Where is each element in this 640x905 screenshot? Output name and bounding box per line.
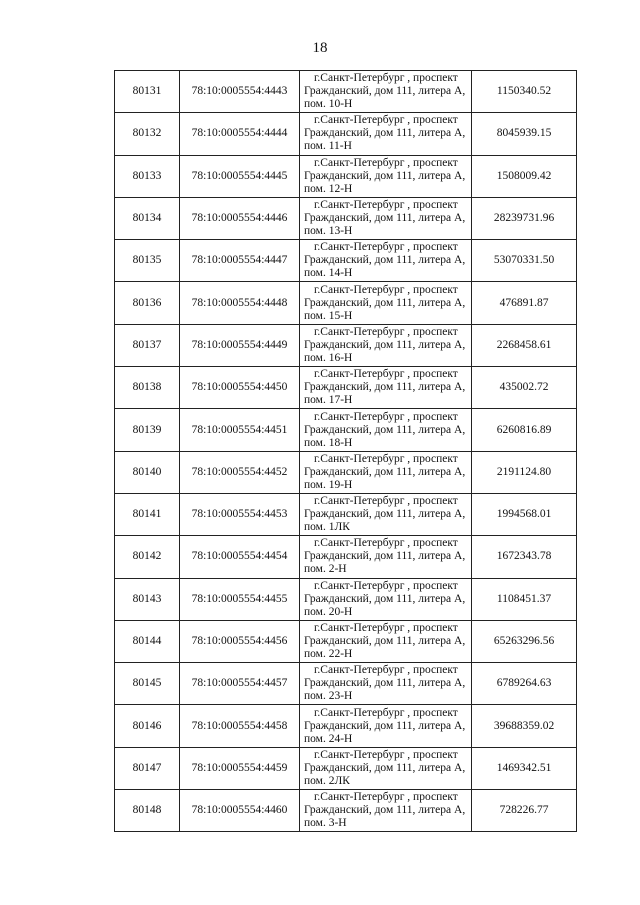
table-row [115,409,577,451]
cadastral-number-cell: 78:10:0005554:4447 [180,240,300,282]
address-line: пом. 13-Н [304,225,353,238]
address-line: пом. 2ЛК [304,774,350,787]
address-text [300,241,471,280]
row-number-cell: 80143 [115,578,180,620]
address-line: Гражданский, дом 111, литера А, [304,212,466,225]
address-cell [300,578,472,620]
address-line: г.Санкт-Петербург , проспект [314,410,458,423]
cadastral-number-cell: 78:10:0005554:4452 [180,451,300,493]
cadastral-value-cell: 1994568.01 [472,493,577,535]
address-text [300,157,471,196]
row-number-cell: 80134 [115,197,180,239]
cadastral-number-cell: 78:10:0005554:4457 [180,663,300,705]
cadastral-number-cell: 78:10:0005554:4460 [180,790,300,832]
address-line: пом. 14-Н [304,267,353,280]
cadastral-value-cell: 1508009.42 [472,155,577,197]
address-line: г.Санкт-Петербург , проспект [314,452,458,465]
address-line: пом. 17-Н [304,394,353,407]
address-line: пом. 19-Н [304,478,353,491]
table-row [115,536,577,578]
address-cell [300,747,472,789]
cadastral-value-cell: 8045939.15 [472,113,577,155]
address-line: пом. 18-Н [304,436,353,449]
address-line: г.Санкт-Петербург , проспект [314,748,458,761]
table-row [115,155,577,197]
address-line: г.Санкт-Петербург , проспект [314,72,458,85]
table-row [115,324,577,366]
cadastral-number-cell: 78:10:0005554:4446 [180,197,300,239]
address-text [300,791,471,830]
address-line: Гражданский, дом 111, литера А, [304,127,466,140]
cadastral-number-cell: 78:10:0005554:4450 [180,367,300,409]
address-text [300,664,471,703]
address-cell [300,367,472,409]
address-cell [300,409,472,451]
address-cell [300,451,472,493]
address-text [300,326,471,365]
address-line: Гражданский, дом 111, литера А, [304,508,466,521]
address-line: г.Санкт-Петербург , проспект [314,325,458,338]
row-number-cell: 80147 [115,747,180,789]
address-line: Гражданский, дом 111, литера А, [304,465,466,478]
row-number-cell: 80144 [115,620,180,662]
address-cell [300,155,472,197]
address-cell [300,536,472,578]
address-line: г.Санкт-Петербург , проспект [314,495,458,508]
address-cell [300,71,472,113]
address-line: пом. 3-Н [304,817,347,830]
row-number-cell: 80140 [115,451,180,493]
address-line: пом. 24-Н [304,732,353,745]
row-number-cell: 80136 [115,282,180,324]
address-line: г.Санкт-Петербург , проспект [314,706,458,719]
address-line: Гражданский, дом 111, литера А, [304,719,466,732]
cadastral-number-cell: 78:10:0005554:4455 [180,578,300,620]
address-line: пом. 2-Н [304,563,347,576]
cadastral-value-cell: 2191124.80 [472,451,577,493]
address-text [300,199,471,238]
address-line: пом. 22-Н [304,648,353,660]
address-cell [300,324,472,366]
address-cell [300,240,472,282]
row-number-cell: 80138 [115,367,180,409]
table-row [115,240,577,282]
address-text [300,537,471,576]
cadastral-number-cell: 78:10:0005554:4448 [180,282,300,324]
table-row [115,705,577,747]
address-line: пом. 15-Н [304,309,353,322]
cadastral-number-cell: 78:10:0005554:4459 [180,747,300,789]
address-text [300,707,471,746]
address-cell [300,705,472,747]
row-number-cell: 80148 [115,790,180,832]
cadastral-value-cell: 65263296.56 [472,620,577,662]
address-line: г.Санкт-Петербург , проспект [314,622,458,634]
address-line: Гражданский, дом 111, литера А, [304,169,466,182]
address-line: Гражданский, дом 111, литера А, [304,296,466,309]
address-line: пом. 11-Н [304,140,352,153]
cadastral-number-cell: 78:10:0005554:4453 [180,493,300,535]
address-text [300,580,471,619]
cadastral-number-cell: 78:10:0005554:4443 [180,71,300,113]
cadastral-number-cell: 78:10:0005554:4458 [180,705,300,747]
address-line: пом. 10-Н [304,98,353,111]
table-row [115,197,577,239]
address-text [300,749,471,788]
address-line: г.Санкт-Петербург , проспект [314,241,458,254]
address-line: Гражданский, дом 111, литера А, [304,677,466,690]
address-cell [300,663,472,705]
address-line: г.Санкт-Петербург , проспект [314,791,458,804]
table-row [115,790,577,832]
row-number-cell: 80131 [115,71,180,113]
address-cell [300,620,472,662]
address-line: Гражданский, дом 111, литера А, [304,423,466,436]
address-line: г.Санкт-Петербург , проспект [314,664,458,677]
cadastral-value-cell: 435002.72 [472,367,577,409]
address-line: пом. 16-Н [304,351,353,364]
table-row [115,367,577,409]
row-number-cell: 80139 [115,409,180,451]
row-number-cell: 80137 [115,324,180,366]
address-line: г.Санкт-Петербург , проспект [314,114,458,127]
address-line: г.Санкт-Петербург , проспект [314,199,458,212]
address-line: Гражданский, дом 111, литера А, [304,85,466,98]
address-text [300,622,471,661]
address-line: Гражданский, дом 111, литера А, [304,381,466,394]
address-line: Гражданский, дом 111, литера А, [304,592,466,605]
address-text [300,368,471,407]
row-number-cell: 80146 [115,705,180,747]
address-line: пом. 23-Н [304,690,353,703]
table-row [115,578,577,620]
address-text [300,284,471,323]
cadastral-value-cell: 6789264.63 [472,663,577,705]
cadastral-number-cell: 78:10:0005554:4451 [180,409,300,451]
cadastral-number-cell: 78:10:0005554:4454 [180,536,300,578]
row-number-cell: 80141 [115,493,180,535]
page-number: 18 [312,40,328,56]
table-row [115,71,577,113]
address-line: г.Санкт-Петербург , проспект [314,537,458,550]
row-number-cell: 80132 [115,113,180,155]
cadastral-value-cell: 1150340.52 [472,71,577,113]
cadastral-value-cell: 1672343.78 [472,536,577,578]
address-text [300,72,471,111]
address-cell [300,197,472,239]
address-line: г.Санкт-Петербург , проспект [314,579,458,592]
address-line: пом. 1ЛК [304,521,350,534]
address-cell [300,113,472,155]
table-body [115,71,577,832]
row-number-cell: 80135 [115,240,180,282]
address-line: г.Санкт-Петербург , проспект [314,368,458,381]
cadastral-value-cell: 2268458.61 [472,324,577,366]
row-number-cell: 80133 [115,155,180,197]
cadastral-value-cell: 39688359.02 [472,705,577,747]
cadastral-number-cell: 78:10:0005554:4445 [180,155,300,197]
cadastral-value-cell: 28239731.96 [472,197,577,239]
address-line: г.Санкт-Петербург , проспект [314,283,458,296]
address-line: Гражданский, дом 111, литера А, [304,761,466,774]
table-row [115,451,577,493]
address-text [300,114,471,153]
cadastral-number-cell: 78:10:0005554:4449 [180,324,300,366]
row-number-cell: 80145 [115,663,180,705]
address-line: Гражданский, дом 111, литера А, [304,635,466,647]
address-line: Гражданский, дом 111, литера А, [304,550,466,563]
cadastral-value-cell: 1469342.51 [472,747,577,789]
address-line: пом. 12-Н [304,182,353,195]
property-table [114,70,577,832]
address-cell [300,790,472,832]
address-line: г.Санкт-Петербург , проспект [314,156,458,169]
cadastral-value-cell: 476891.87 [472,282,577,324]
cadastral-value-cell: 728226.77 [472,790,577,832]
address-text [300,411,471,450]
address-line: Гражданский, дом 111, литера А, [304,804,466,817]
table-row [115,663,577,705]
address-text [300,495,471,534]
address-text [300,453,471,492]
cadastral-value-cell: 53070331.50 [472,240,577,282]
table-row [115,620,577,662]
table-row [115,113,577,155]
cadastral-number-cell: 78:10:0005554:4444 [180,113,300,155]
table-row [115,747,577,789]
table-row [115,493,577,535]
address-line: пом. 20-Н [304,605,353,618]
cadastral-value-cell: 6260816.89 [472,409,577,451]
cadastral-value-cell: 1108451.37 [472,578,577,620]
address-line: Гражданский, дом 111, литера А, [304,338,466,351]
table-row [115,282,577,324]
cadastral-number-cell: 78:10:0005554:4456 [180,620,300,662]
address-line: Гражданский, дом 111, литера А, [304,254,466,267]
address-cell [300,493,472,535]
row-number-cell: 80142 [115,536,180,578]
address-cell [300,282,472,324]
